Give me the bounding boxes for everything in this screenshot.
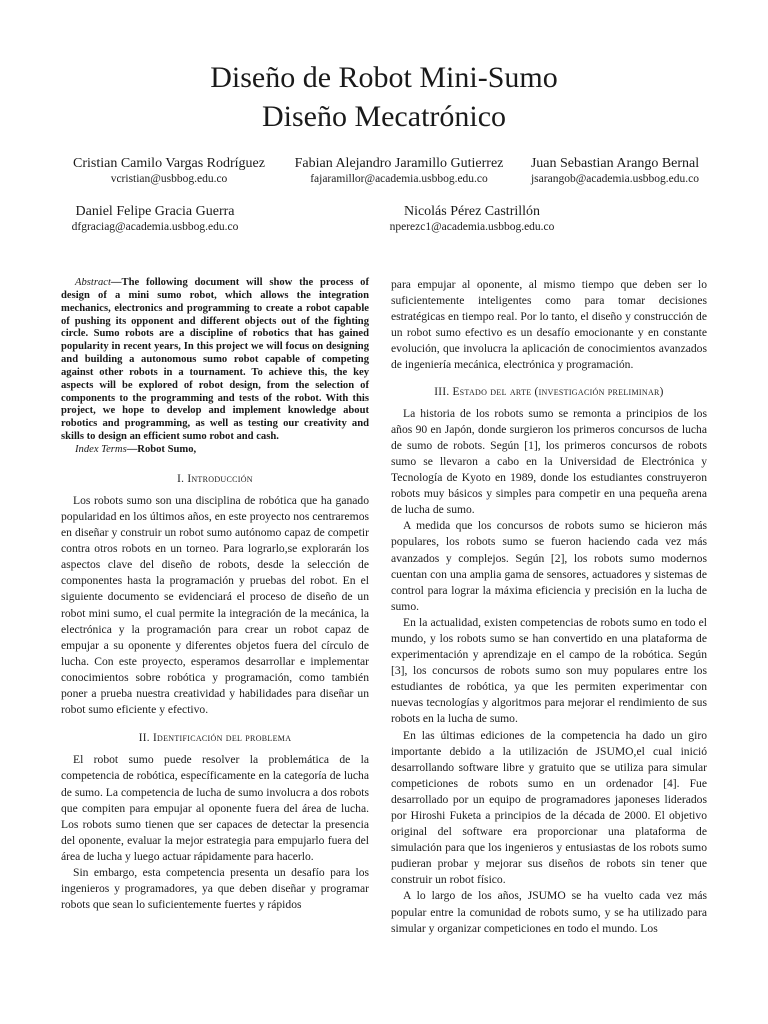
section-title: Identificación del problema bbox=[152, 732, 292, 745]
section-heading-introduccion bbox=[61, 471, 369, 487]
paper-title-line-1: Diseño de Robot Mini-Sumo bbox=[210, 61, 558, 94]
left-column bbox=[61, 277, 369, 913]
section-title: Estado del arte (investigación preliminar) bbox=[452, 385, 664, 398]
author-block bbox=[55, 203, 255, 235]
paragraph: Sin embargo, esta competencia presenta un desafío para los ingenieros y programadores, ya que deben diseñar y programar robots que sean lo suficientemente fuertes y rápidos bbox=[61, 865, 369, 912]
abstract bbox=[61, 277, 369, 444]
paragraph: A lo largo de los años, JSUMO se ha vuelto cada vez más popular entre la comunidad de robots sumo, y se ha utilizado para simular y organizar competiciones en todo el mundo. Los bbox=[391, 889, 707, 935]
section-title: Introducción bbox=[187, 472, 253, 485]
index-terms-text: —Robot Sumo, bbox=[126, 443, 197, 455]
author-name: Daniel Felipe Gracia Guerra bbox=[75, 204, 235, 219]
section-heading-identificacion bbox=[61, 730, 369, 746]
paragraph: A medida que los concursos de robots sumo se hicieron más populares, los robots sumo se fueron haciendo cada vez más avanzados y complejos. Según [2], los robots sumo modernos cuentan con una amplia gama de sensores, actuadores y sistemas de control para lograr la máxima eficiencia y precisión en la lucha de sumo. bbox=[391, 519, 707, 613]
paragraph: En las últimas ediciones de la competencia ha dado un giro importante debido a la utilización de JSUMO,el cual inició desarrollando software libre y gratuito que se utiliza para simular competiciones de robots sumo en un ordenador [4]. Fue desarrollado por un equipo de programadores japoneses liderados por Hiroshi Fuketa a principios de la década de 2000. El objetivo original del software era proporcionar una plataforma de simulación para que los ingenieros y entusiastas de los robots sumo pudieran probar y mejorar sus diseños de robots sin tener que construir un robot físico. bbox=[391, 728, 707, 887]
author-email: vcristian@usbbog.edu.co bbox=[110, 173, 228, 185]
index-terms-label: Index Terms bbox=[75, 443, 127, 455]
author-block bbox=[288, 155, 510, 187]
paragraph: Los robots sumo son una disciplina de robótica que ha ganado popularidad en los últimos años, en este proyecto nos centraremos en diseñar y construir un robot sumo autónomo capaz de competir contra otros robots en un torneo. Para lograrlo,se explorarán los aspectos clave del diseño de robots, desde la selección de componentes hasta la programación y pruebas del robot. En el siguiente documento se evidenciará el proceso de diseño de un robot mini sumo, el cual permite la integración de la mecánica, la electrónica y la programación para crear un robot capaz de empujar a su oponente y diferentes objetos fuera del círculo de lucha. Con este proyecto, esperamos desarrollar e implementar conocimientos sobre robótica y programación, como también poner a prueba nuestra creatividad y habilidades para diseñar un robot sumo eficiente y efectivo. bbox=[61, 493, 369, 717]
abstract-text: —The following document will show the process of design of a mini sumo robot, which allows the integration mechanics, electronics and programming to create a robot capable of pushing its opponent and different objects out of the fighting circle. Sumo robots are a discipline of robotics that has gained popularity in recent years, In this project we will focus on designing and building a autonomous sumo robot capable of competing against other robots in a tournament. To achieve this, the key aspects will be explored of robot design, from the selection of components to the programming and tests of the robot. With this project, we hope to develop and implement knowledge about robotics and programming, as well as testing our creativity and skills to design an efficient sumo robot and cash. bbox=[61, 277, 369, 443]
paragraph: La historia de los robots sumo se remonta a principios de los años 90 en Japón, donde surgieron los primeros concursos de lucha de sumo de robots. Según [1], los primeros concursos de robots sumo se llevaron a cabo en la Universidad de Electrónica y Tecnología de Kyoto en 1989, donde los estudiantes construyeron robots muy básicos y simples para competir en una pequeña arena de lucha de sumo. bbox=[391, 406, 707, 517]
section-numeral: I. bbox=[177, 472, 188, 485]
author-email: nperezc1@academia.usbbog.edu.co bbox=[389, 221, 555, 233]
author-name: Cristian Camilo Vargas Rodríguez bbox=[73, 156, 265, 171]
author-block bbox=[520, 155, 710, 187]
paragraph: En la actualidad, existen competencias de robots sumo en todo el mundo, y los robots sumo se han convertido en una plataforma de experimentación y aprendizaje en el campo de la robótica. Según [3], los concursos de robots sumo son muy populares entre los estudiantes de robótica, ya que les permiten experimentar con nuevas tecnologías y algoritmos para mejorar el rendimiento de sus robots en la lucha de sumo. bbox=[391, 615, 707, 726]
author-email: dfgraciag@academia.usbbog.edu.co bbox=[71, 221, 239, 233]
paragraph: El robot sumo puede resolver la problemática de la competencia de robótica, específicamente en la categoría de lucha de sumo. La competencia de lucha de sumo involucra a dos robots que compiten para empujar al oponente fuera del área de lucha. Los robots sumo tienen que ser capaces de detectar la presencia del oponente, evaluar la mejor estrategia para empujarlo fuera del área de lucha y luego actuar rápidamente para hacerlo. bbox=[61, 753, 369, 863]
paragraph-continuation: para empujar al oponente, al mismo tiempo que deben ser lo suficientemente inteligentes como para tomar decisiones estratégicas en tiempo real. Por lo tanto, el diseño y construcción de un robot sumo efectivo es un desafío emocionante y en constante evolución, que involucra la aplicación de conocimientos avanzados de ingeniería mecánica, electrónica y programación. bbox=[391, 278, 707, 372]
section-numeral: II. bbox=[138, 732, 153, 745]
author-block bbox=[372, 203, 572, 235]
right-column bbox=[391, 277, 707, 937]
index-terms bbox=[75, 444, 369, 457]
author-block bbox=[62, 155, 276, 187]
abstract-label: Abstract bbox=[75, 277, 111, 288]
section-heading-estado-del-arte bbox=[391, 384, 707, 400]
paper-title-line-2: Diseño Mecatrónico bbox=[261, 100, 507, 133]
section-numeral: III. bbox=[434, 385, 453, 398]
author-email: jsarangob@academia.usbbog.edu.co bbox=[530, 173, 700, 185]
author-name: Nicolás Pérez Castrillón bbox=[403, 204, 541, 219]
author-name: Juan Sebastian Arango Bernal bbox=[530, 156, 700, 171]
author-name: Fabian Alejandro Jaramillo Gutierrez bbox=[294, 156, 504, 171]
author-email: fajaramillor@academia.usbbog.edu.co bbox=[310, 173, 488, 185]
